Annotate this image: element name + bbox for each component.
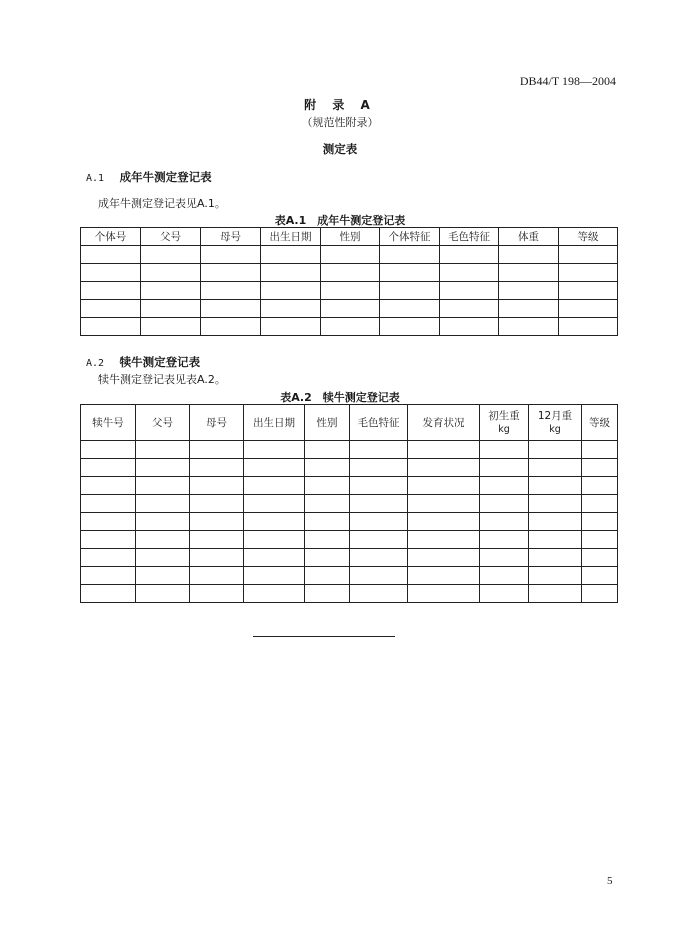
table-a1-col-9: 等级 <box>559 228 618 246</box>
table-a1-col-7: 毛色特征 <box>440 228 499 246</box>
table-a1 <box>80 227 618 336</box>
section-a1-body: 成年牛测定登记表见A.1。 <box>98 197 226 210</box>
table-row <box>81 282 618 300</box>
table-a2-col-5: 性别 <box>305 405 350 441</box>
table-a1-header-row <box>81 228 618 246</box>
section-a1-heading <box>86 169 212 185</box>
table-row <box>81 477 618 495</box>
page-number: 5 <box>607 875 613 887</box>
table-a1-col-8: 体重 <box>499 228 559 246</box>
section-a2-body: 犊牛测定登记表见表A.2。 <box>98 373 226 386</box>
table-row <box>81 513 618 531</box>
end-of-annex-rule <box>253 636 395 637</box>
table-row <box>81 318 618 336</box>
table-a2-col-9-label: 12月重 <box>537 409 573 422</box>
section-a2-heading <box>86 354 200 370</box>
table-a2 <box>80 404 618 603</box>
table-a2-col-8-label: 初生重 <box>488 409 520 422</box>
table-a2-col-9-unit: kg <box>549 423 561 435</box>
table-row <box>81 441 618 459</box>
section-a2-title: 犊牛测定登记表 <box>119 355 201 369</box>
table-a2-col-10: 等级 <box>582 405 618 441</box>
table-row <box>81 300 618 318</box>
table-a2-col-1: 犊牛号 <box>81 405 136 441</box>
document-id: DB44/T 198—2004 <box>519 74 616 88</box>
table-a2-col-9 <box>529 405 582 441</box>
table-a1-caption: 表A.1 成年牛测定登记表 <box>274 214 406 227</box>
table-a2-col-4: 出生日期 <box>244 405 305 441</box>
table-a1-col-2: 父号 <box>141 228 201 246</box>
table-a1-col-6: 个体特征 <box>380 228 440 246</box>
annex-title: 附 录 A <box>304 98 376 112</box>
table-row <box>81 459 618 477</box>
section-a1-number: A.1 <box>86 173 105 184</box>
table-row <box>81 549 618 567</box>
table-row <box>81 531 618 549</box>
table-a2-caption: 表A.2 犊牛测定登记表 <box>280 391 400 404</box>
table-row <box>81 495 618 513</box>
table-a2-col-2: 父号 <box>136 405 190 441</box>
table-a1-col-3: 母号 <box>201 228 261 246</box>
table-row <box>81 567 618 585</box>
table-a1-col-5: 性别 <box>321 228 380 246</box>
table-a1-col-4: 出生日期 <box>261 228 321 246</box>
table-a2-col-8-unit: kg <box>498 423 510 435</box>
annex-subtitle: （规范性附录） <box>301 116 379 129</box>
table-a2-col-3: 母号 <box>190 405 244 441</box>
table-a1-col-1: 个体号 <box>81 228 141 246</box>
table-a2-col-6: 毛色特征 <box>350 405 408 441</box>
table-row <box>81 585 618 603</box>
table-a2-header-row <box>81 405 618 441</box>
table-row <box>81 264 618 282</box>
section-a1-title: 成年牛测定登记表 <box>119 170 212 184</box>
table-row <box>81 246 618 264</box>
table-a2-col-7: 发育状况 <box>408 405 480 441</box>
annex-heading: 测定表 <box>322 142 358 156</box>
table-a2-col-8 <box>480 405 529 441</box>
section-a2-number: A.2 <box>86 358 105 369</box>
